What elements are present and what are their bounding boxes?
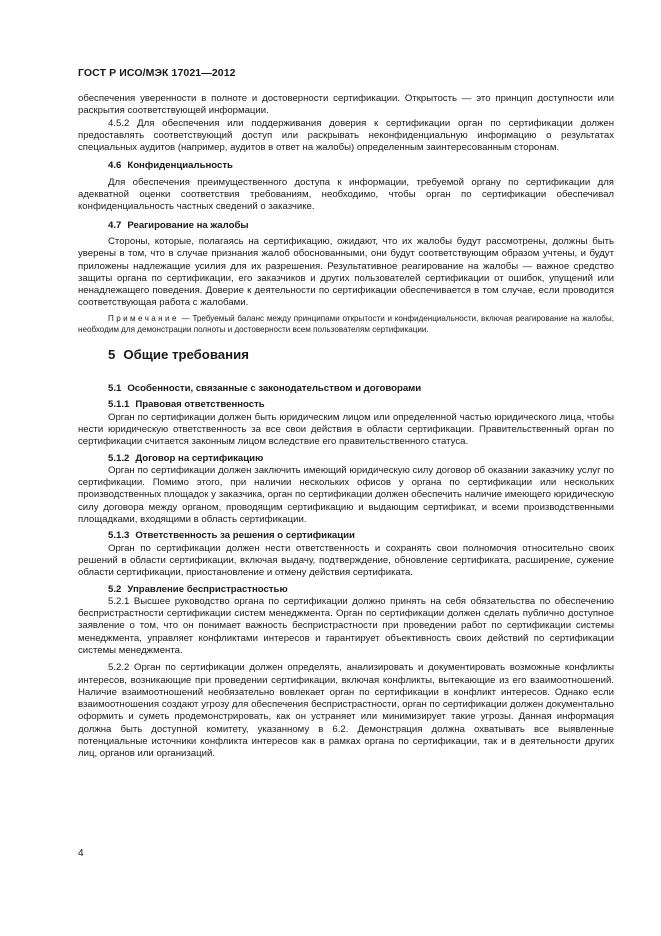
subsection-number: 5.1.3 bbox=[108, 530, 130, 542]
document-body bbox=[78, 93, 614, 761]
document-header: ГОСТ Р ИСО/МЭК 17021—2012 bbox=[78, 67, 236, 79]
section-number: 5.1 bbox=[108, 383, 122, 395]
page-number: 4 bbox=[78, 848, 84, 859]
note bbox=[78, 313, 614, 335]
section-title: Конфиденциальность bbox=[127, 160, 233, 172]
section-heading bbox=[78, 383, 614, 395]
section-title: Особенности, связанные с законодательством и договорами bbox=[127, 383, 422, 395]
subsection-heading bbox=[78, 453, 614, 465]
section-number: 5.2 bbox=[108, 583, 122, 595]
note-text: — Требуемый баланс между принципами открытости и конфиденциальности, включая реагирование на жалобы, необходим для демонстрации полноты и достоверности всем пользователям сертификации. bbox=[78, 313, 615, 334]
subsection-title: Договор на сертификацию bbox=[135, 452, 264, 464]
chapter-heading bbox=[78, 346, 614, 362]
section-heading bbox=[78, 160, 614, 172]
subsection-number: 5.1.1 bbox=[108, 399, 130, 411]
chapter-title: Общие требования bbox=[123, 346, 249, 362]
subsection-heading bbox=[78, 399, 614, 411]
section-number: 4.6 bbox=[108, 160, 122, 172]
paragraph: 5.2.2 Орган по сертификации должен определять, анализировать и документировать возможные конфликты интересов, возникающие при проведении сертификации, включая конфликты, вытекающие из его взаимоотношений. Наличие взаимоотношений необязательно вовлекает орган по сертификации в конфликт интересов. Однако если взаимоотношения создают угрозу для обеспечения беспристрастности, орган по сертификации должен документально оформить и суметь продемонстрировать, как он устраняет или минимизирует такие угрозы. Данная информация должна быть доступной комитету, указанному в 6.2. Демонстрация должна охватывать все выявленные потенциальные источники конфликта интересов как в рамках органа по сертификации, так и в деятельности других лиц, органов или организаций. bbox=[78, 662, 614, 760]
paragraph: обеспечения уверенности в полноте и достоверности сертификации. Открытость — это принцип доступности или раскрытия соответствующей информации. bbox=[78, 93, 614, 117]
paragraph: Орган по сертификации должен заключить имеющий юридическую силу договор об оказании заказчику услуг по сертификации. Помимо этого, при наличии нескольких офисов у органа по сертификации или нескольких производственных площадок у заказчика, орган по сертификации должен обеспечить наличие имеющего юридическую силу договора между органом, проводящим сертификацию и выдающим сертификат, и всеми производственными площадками, входящими в область сертификации. bbox=[78, 464, 614, 526]
section-heading bbox=[78, 584, 614, 596]
subsection-heading bbox=[78, 530, 614, 542]
paragraph: 5.2.1 Высшее руководство органа по сертификации должно принять на себя обязательства по обеспечению беспристрастности сертификации систем менеджмента. Орган по сертификации должен сделать публично доступное заявление о том, что он понимает важность беспристрастности при проведении работ по сертификации системы менеджмента, управляет конфликтами интересов и гарантирует объективность своих действий по сертификации системы менеджмента. bbox=[78, 595, 614, 656]
subsection-number: 5.1.2 bbox=[108, 452, 130, 464]
paragraph: 4.5.2 Для обеспечения или поддерживания доверия к сертификации орган по сертификации должен предоставлять соответствующий доступ или раскрывать неконфиденциальную информацию о результатах специальных аудитов (например, аудитов в ответ на жалобы) определенным заинтересованным сторонам. bbox=[78, 117, 614, 154]
paragraph: Орган по сертификации должен быть юридическим лицом или определенной частью юридического лица, чтобы нести юридическую ответственность за все свои действия в области сертификации. Правительственный орган по сертификации считается законным лицом вследствие его правительственного статуса. bbox=[78, 411, 614, 448]
paragraph: Орган по сертификации должен нести ответственность и сохранять свои полномочия относительно своих решений в области сертификации, включая выдачу, подтверждение, обновление сертификата, расширение, сужение области сертификации, приостановление и отмену действия сертификата. bbox=[78, 542, 614, 579]
paragraph: Стороны, которые, полагаясь на сертификацию, ожидают, что их жалобы будут рассмотрены, должны быть уверены в том, что в случае признания жалоб обоснованными, они будут соответствующим образом учтены, и будут приложены надлежащие усилия для их разрешения. Результативное реагирование на жалобы — важное средство защиты органа по сертификации, его заказчиков и других пользователей сертификации от ошибок, упущений или ненадлежащего поведения. Доверие к деятельности по сертификации обеспечивается в том случае, если проводится соответствующая работа с жалобами. bbox=[78, 235, 614, 309]
section-title: Управление беспристрастностью bbox=[127, 583, 288, 595]
subsection-title: Ответственность за решения о сертификации bbox=[135, 530, 355, 542]
note-label: Примечание bbox=[108, 313, 179, 323]
section-title: Реагирование на жалобы bbox=[127, 219, 249, 231]
paragraph: Для обеспечения преимущественного доступа к информации, требуемой органу по сертификации для адекватной оценки соответствия требованиям, необходимо, чтобы орган по сертификации обеспечивал конфиденциальность частных сведений о заказчике. bbox=[78, 176, 614, 213]
section-heading bbox=[78, 220, 614, 232]
section-number: 4.7 bbox=[108, 219, 122, 231]
chapter-number: 5 bbox=[108, 346, 116, 362]
subsection-title: Правовая ответственность bbox=[135, 399, 265, 411]
